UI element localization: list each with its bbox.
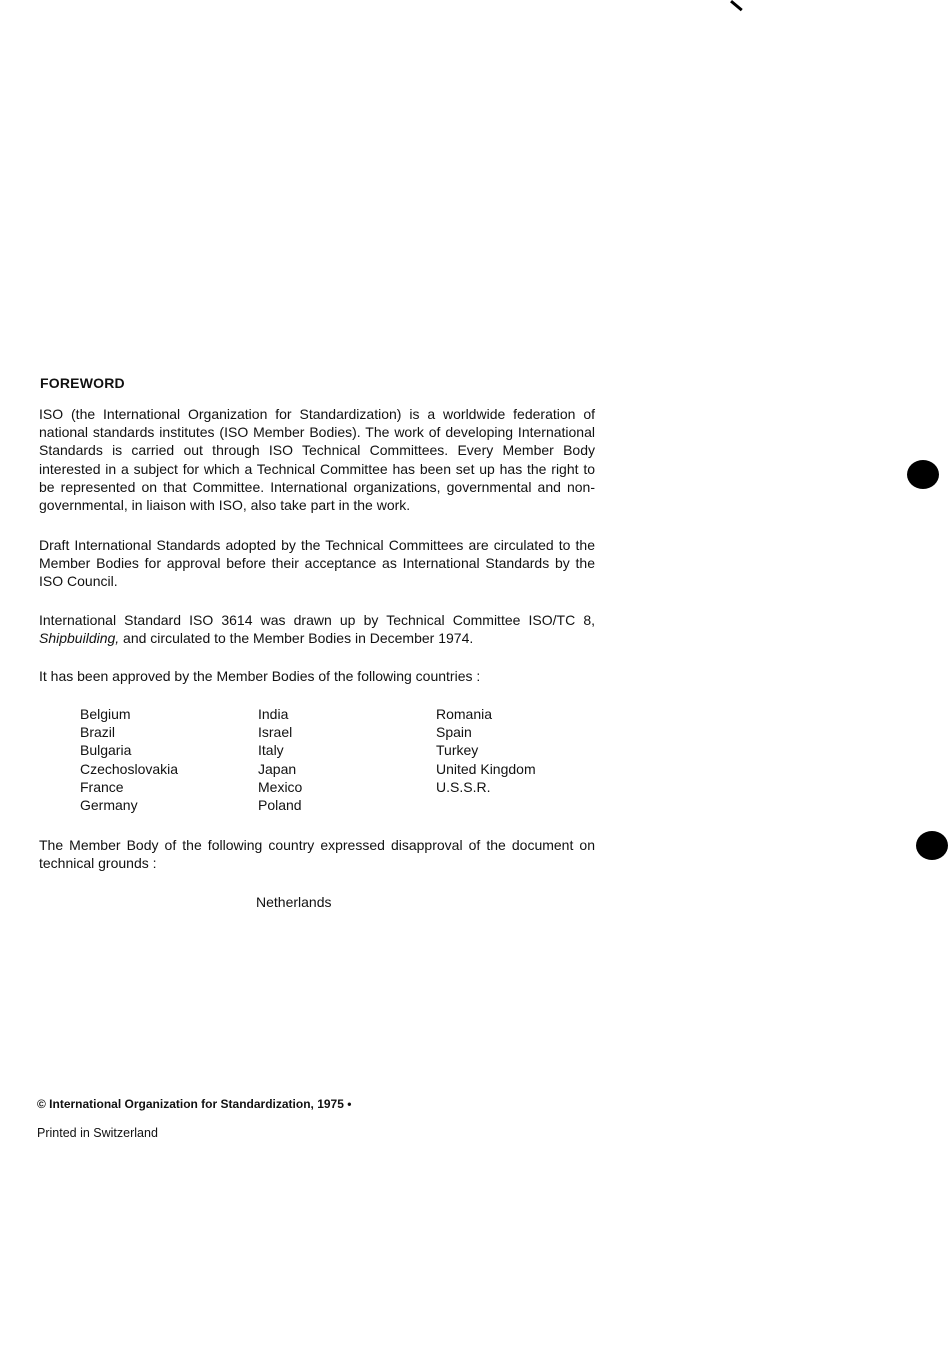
country-item: U.S.S.R. — [436, 778, 491, 795]
country-item: Brazil — [80, 724, 116, 741]
country-item: Bulgaria — [80, 742, 132, 759]
standard-text-prefix: International Standard ISO 3614 was drawn up by Technical Committee ISO/TC 8, — [39, 612, 595, 628]
foreword-paragraph-iso: ISO (the International Organization for Standardization) is a worldwide federation of national standards institutes (ISO Member Bodies). The work of developing International Standards is carried out through ISO Technical Committees. Every Member Body interested in a subject for which a Technical Committee has been set up has the right to be represented on that Committee. International organizations, governmental and non-governmental, in liaison with ISO, also take part in the work. — [39, 406, 595, 514]
country-column — [80, 705, 260, 814]
country-item: Israel — [258, 724, 293, 741]
committee-title: Shipbuilding, — [39, 630, 120, 647]
country-item: Japan — [258, 760, 297, 777]
country-item: Turkey — [436, 742, 479, 759]
country-item: Czechoslovakia — [80, 760, 179, 777]
punch-hole-mark — [907, 460, 939, 489]
printed-notice: Printed in Switzerland — [37, 1126, 158, 1140]
country-column — [436, 705, 616, 796]
country-item: Italy — [258, 742, 284, 759]
country-item: United Kingdom — [436, 760, 536, 777]
disapproval-intro: The Member Body of the following country expressed disapproval of the document on technical grounds : — [39, 837, 595, 872]
country-item: India — [258, 706, 289, 722]
copyright-notice: © International Organization for Standardization, 1975 • — [37, 1097, 352, 1111]
approval-intro: It has been approved by the Member Bodies of the following countries : — [39, 668, 481, 684]
country-column — [258, 705, 438, 814]
country-item: Spain — [436, 724, 472, 741]
foreword-heading: FOREWORD — [40, 375, 125, 391]
country-item: Belgium — [80, 706, 131, 722]
country-item: Germany — [80, 797, 138, 814]
standard-text-suffix: and circulated to the Member Bodies in December 1974. — [119, 630, 474, 647]
country-item: France — [80, 778, 124, 795]
country-item: Poland — [258, 797, 302, 814]
country-item: Romania — [436, 706, 493, 722]
disapproving-country: Netherlands — [256, 894, 332, 910]
country-item: Mexico — [258, 778, 303, 795]
foreword-paragraph-drafts: Draft International Standards adopted by the Technical Committees are circulated to the Member Bodies for approval before their acceptance as International Standards by the ISO Council. — [39, 537, 595, 590]
foreword-paragraph-standard — [39, 611, 595, 647]
punch-hole-mark — [916, 831, 948, 860]
scan-mark — [730, 0, 743, 11]
